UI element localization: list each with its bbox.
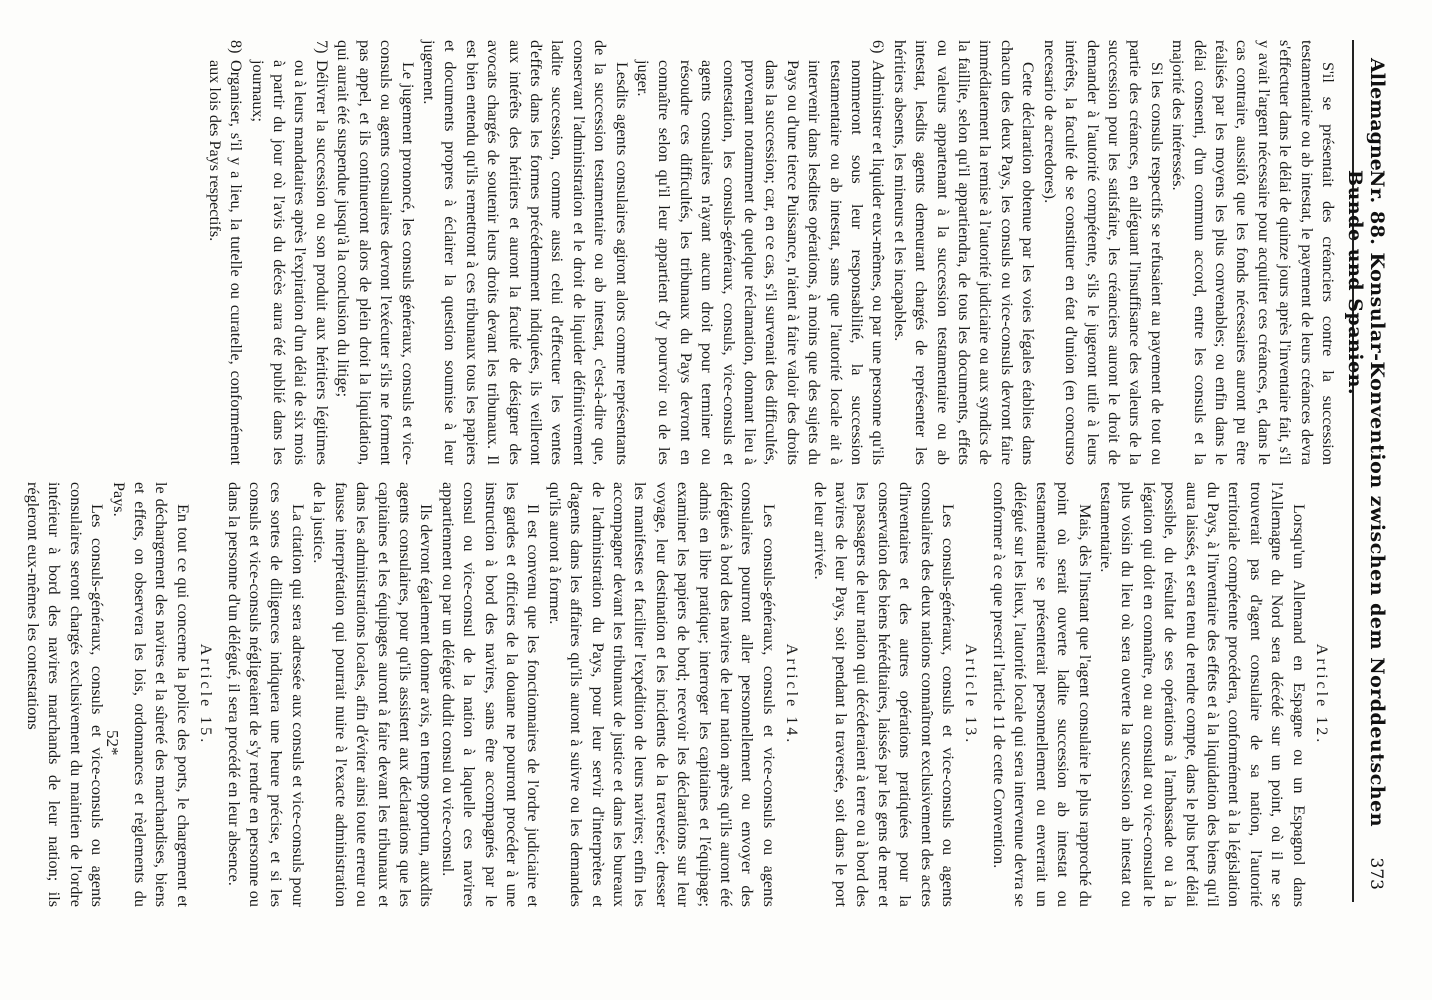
paragraph: Mais, dès l'instant que l'agent consulaire le plus rapproché du point où serait ouverte ladite succession ab intestat ou testamentaire se présenterait personnellement ou enverrait un délégué sur les lieux, l'autorité locale qui sera intervenue devra se conformer à ce que prescrit l'article 11 de cette Convention. — [989, 482, 1094, 907]
item-text: Délivrer la succession ou son produit aux héritiers légitimes ou à leurs mandataires après l'expiration d'un délai de six mois à partir du jour où l'avis du décès aura été publié dans les journaux; — [248, 60, 331, 466]
paragraph: Si les consuls respectifs se refusaient au payement de tout ou partie des créances, en alléguant l'insuffisance des valeurs de la succession pour les satisfaire, les créanciers auront le droit de demander à l'autorité compétente, s'ils le jugeront utile à leurs intérêts, la faculté de se constituer en état d'union (en concurso necesario de acreedores). — [1040, 40, 1166, 465]
item-number: 8) — [227, 40, 246, 54]
paragraph: La citation qui sera adressée aux consuls et vice-consuls pour ces sortes de diligences indiquera une heure précise, et si les consuls et vice-consuls négligeaient de s'y rendre en personne ou dans la personne d'un délégué, il sera procédé en leur absence. — [224, 482, 307, 907]
item-number: 6) — [869, 40, 888, 54]
paragraph: En tout ce qui concerne la police des ports, le chargement et le déchargement des navires et la sûreté des marchandises, biens et effets, on observera les lois, ordonnances et règlements du Pays. — [109, 482, 192, 907]
right-column — [22, 482, 1338, 907]
paragraph: Lesdits agents consulaires agiront alors comme représentants de la succession testamentaire ou ab intestat, c'est-à-dire que, conservant l'administration et le droit de liquider définitivement ladite succession, comme aussi celui d'effectuer les ventes d'effets dans les formes précédemment indiquées, ils veilleront aux intérêts des héritiers et auront la faculté de désigner des avocats chargés de soutenir leurs droits devant les tribunaux. Il est bien entendu qu'ils remettront à ces tribunaux tous les papiers et documents propres à éclairer la question soumise à leur jugement. — [419, 40, 631, 465]
paragraph: S'il se présentait des créanciers contre la succession testamentaire ou ab intestat, le payement de leurs créances devra s'effectuer dans le délai de quinze jours après l'inventaire fait, s'il y avait l'argent nécessaire pour acquitter ces créances, et, dans le cas contraire, aussitôt que les fonds nécessaires auront pu être réalisés par les moyens les plus convenables; ou enfin dans le délai consenti, d'un commun accord, entre les consuls et la majorité des intéressés. — [1169, 40, 1337, 465]
paragraph: Les consuls-généraux, consuls et vice-consuls ou agents consulaires seront chargés exclusivement du maintien de l'ordre intérieur à bord des navires marchands de leur nation; ils régleront eux-mêmes les contestations — [24, 482, 107, 907]
item-number: 7) — [312, 40, 331, 54]
list-item-6 — [632, 40, 889, 465]
paragraph: Il est convenu que les fonctionnaires de l'ordre judiciaire et les gardes et officiers de la douane ne pourront procéder à une instruction à bord des navires, sans être accompagnés par le consul ou vice-consul de la nation à laquelle ces navires appartiennent ou par un délégué dudit consul ou vice-consul. — [438, 482, 543, 907]
page-signature: 52* — [103, 730, 122, 756]
list-item-8 — [203, 40, 246, 465]
header-title: Nr. 88. Konsular-Konvention zwischen dem Norddeutschen Bunde und Spanien. — [1344, 170, 1388, 828]
paragraph: Les consuls-généraux, consuls et vice-consuls ou agents consulaires pourront aller personnellement ou envoyer des délégués à bord des navires de leur nation après qu'ils auront été admis en libre pratique; interroger les capitaines et l'équipage; examiner les papiers de bord; recevoir les déclarations sur leur voyage, leur destination et les incidents de la traversée; dresser les manifestes et faciliter l'expédition de leurs navires; enfin les accompagner devant les tribunaux de justice et dans les bureaux de l'administration du Pays, pour leur servir d'interprètes et d'agents dans les affaires qu'ils auront à suivre ou les demandes qu'ils auront à former. — [545, 482, 778, 907]
paragraph: Les consuls-généraux, consuls et vice-consuls ou agents consulaires des deux nations connaîtront exclusivement des actes d'inventaires et des autres opérations pratiquées pour la conservation des biens héréditaires, laissés par les gens de mer et les passagers de leur nation qui décéderaient à terre ou à bord des navires de leur Pays, soit pendant la traversée, soit dans le port de leur arrivée. — [810, 482, 958, 907]
header-left: Allemagne — [1366, 58, 1388, 171]
item-text: Administrer et liquider eux-mêmes, ou par une personne qu'ils nommeront sous leur responsabilité, la succession testamentaire ou ab intestat, sans que l'autorité locale ait à intervenir dans lesdites opérations, à moins que des sujets du Pays ou d'une tierce Puissance, n'aient à faire valoir des droits dans la succession; car, en ce cas, s'il survenait des difficultés, provenant notamment de quelque réclamation, donnant lieu à contestation, les consuls-généraux, consuls, vice-consuls et agents consulaires n'ayant aucun droit pour terminer ou résoudre ces difficultés, les tribunaux du Pays devront en connaître selon qu'il leur appartient d'y pourvoir ou de les juger. — [634, 60, 888, 465]
item-text: Organiser, s'il y a lieu, la tutelle ou curatelle, conformément aux lois des Pays respectifs. — [205, 60, 246, 465]
list-item-7 — [246, 40, 332, 465]
article-13-title: Article 13. — [962, 643, 980, 746]
article-12-title: Article 12. — [1313, 643, 1330, 746]
paragraph: Lorsqu'un Allemand en Espagne ou un Espagnol dans l'Allemagne du Nord sera décédé sur un point, où il ne se trouverait pas d'agent consulaire de sa nation, l'autorité territoriale compétente procédera, conformément à la législation du Pays, à l'inventaire des effets et à la liquidation des biens qu'il aura laissés, et sera tenu de rendre compte, dans le plus bref délai possible, du résultat de ses opérations à l'ambassade ou à la légation qui doit en connaître, ou au consulat ou vice-consulat le plus voisin du lieu où sera ouverte la succession ab intestat ou testamentaire. — [1096, 482, 1308, 907]
left-column — [203, 40, 1338, 465]
page-header — [1344, 40, 1394, 902]
article-14-title: Article 14. — [783, 643, 801, 746]
paragraph: Le jugement prononcé, les consuls généraux, consuls et vice-consuls ou agents consulaires devront l'exécuter s'ils ne forment pas appel, et ils continueront alors de plein droit la liquidation, qui aurait été suspendue jusqu'à la conclusion du litige; — [334, 40, 417, 465]
header-page-number: 373 — [1366, 857, 1386, 890]
paragraph: Cette déclaration obtenue par les voies légales établies dans chacun des deux Pays, les consuls ou vice-consuls devront faire immédiatement la remise à l'autorité judiciaire ou aux syndics de la faillite, selon qu'il appartiendra, de tous les documents, effets ou valeurs appartenant à la succession testamentaire ou ab intestat, lesdits agents demeurant chargés de représenter les héritiers absents, les mineurs et les incapables. — [890, 40, 1038, 465]
paragraph: Ils devront également donner avis, en temps opportun, auxdits agents consulaires, pour qu'ils assistent aux déclarations que les capitaines et les équipages auront à faire devant les tribunaux et dans les administrations locales, afin d'éviter ainsi toute erreur ou fausse interprétation qui pourrait nuire à l'exacte administration de la justice. — [310, 482, 436, 907]
article-15-title: Article 15. — [197, 643, 215, 746]
